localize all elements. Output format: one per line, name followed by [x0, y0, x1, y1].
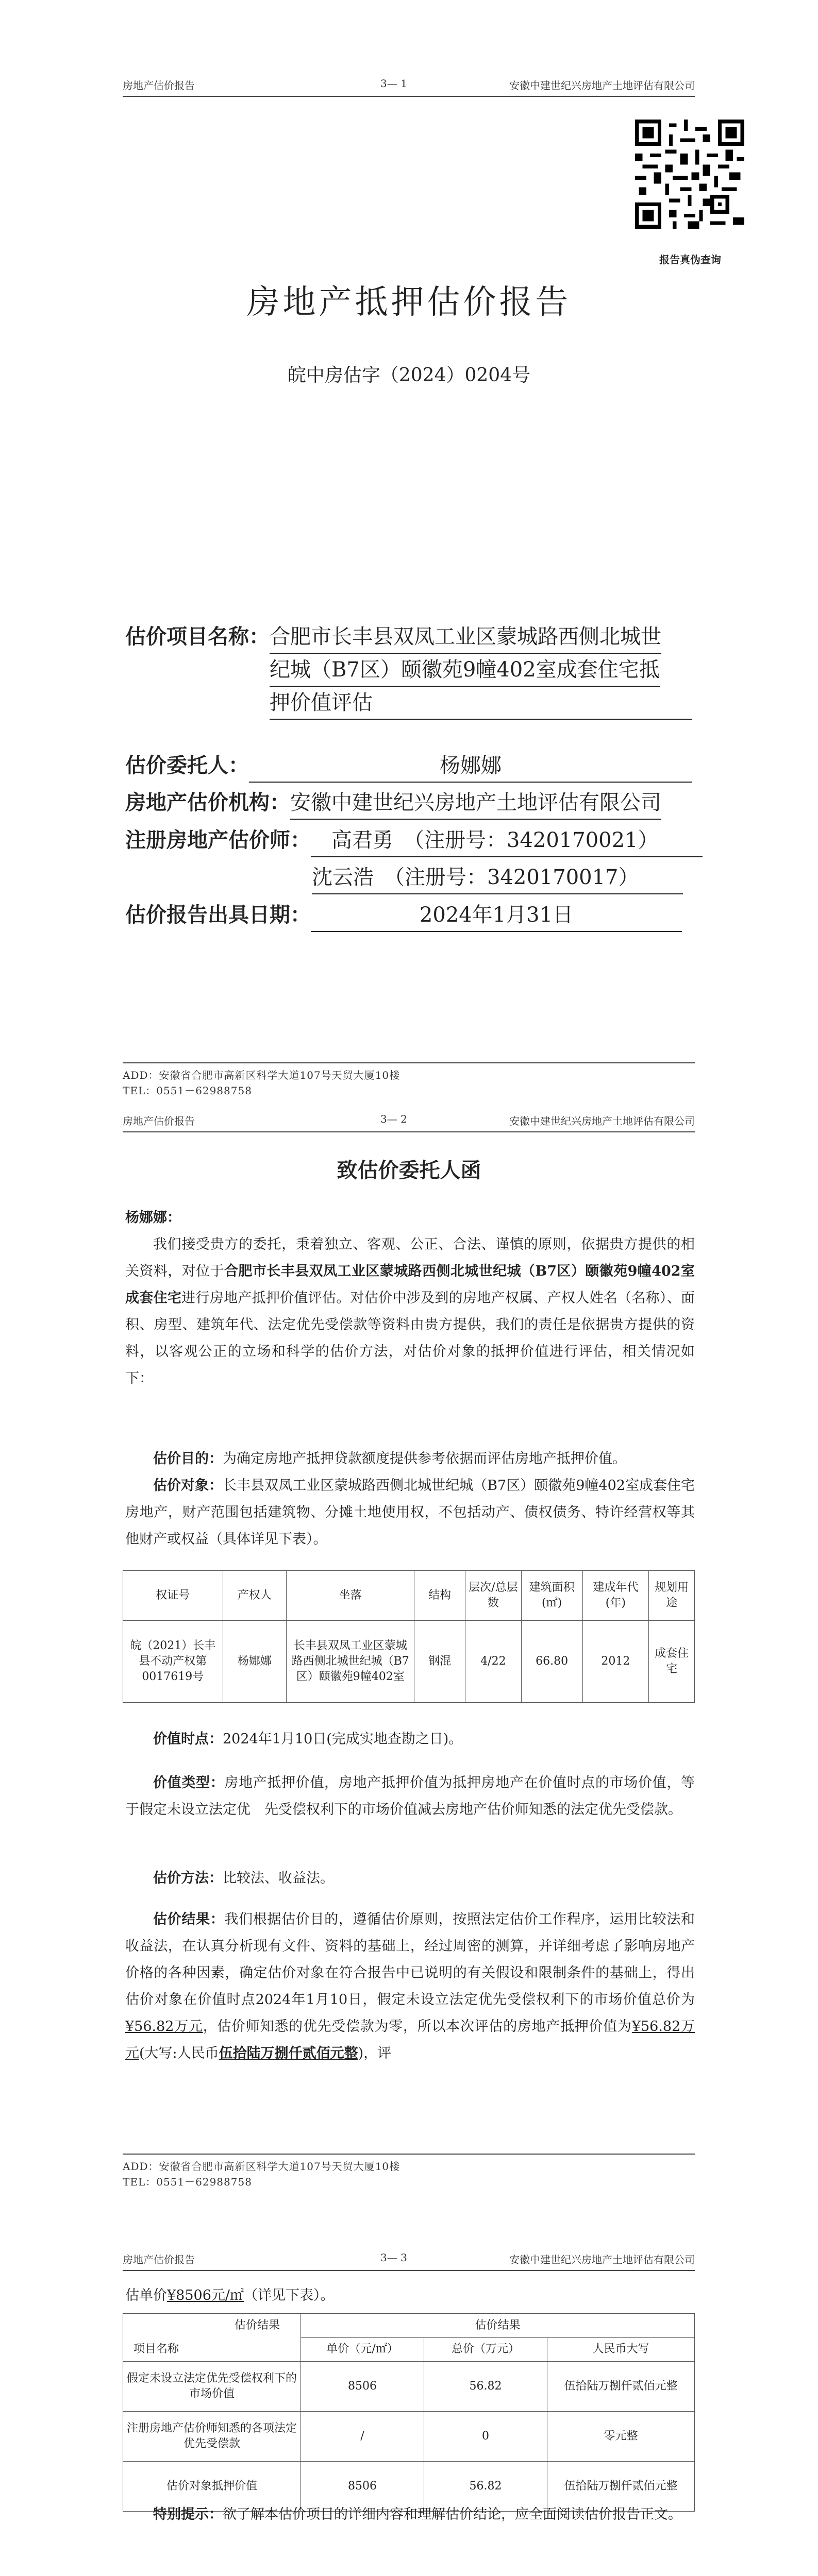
- th-unit-price: 单价（元/㎡）: [301, 2337, 424, 2362]
- row3-item: 估价对象抵押价值: [123, 2462, 301, 2512]
- object-label: 估价对象：: [153, 1478, 223, 1494]
- client-row: [125, 750, 692, 783]
- p1-c: 进行房地产抵押价值评估。对估价中涉及到的房地产权属、产权人姓名（名称）、面积、房型、建筑年代、法定优先受偿款等资料由贵方提供，我们的责任是依据贵方提供的资料，以客观公正的立场和科学的估价方法，对估价对象的抵押价值进行评估，相关情况如下：: [125, 1290, 695, 1386]
- appraiser-2: 沈云浩 （注册号：3420170017）: [312, 861, 683, 894]
- tip-text: 欲了解本估价项目的详细内容和理解估价结论，应全面阅读估价报告正文。: [223, 2506, 682, 2522]
- p1-address: 合肥市长丰县双凤工业区蒙城路西侧北城世纪城（B7区）颐徽苑9幢402室成套住宅: [125, 1263, 695, 1306]
- tip-paragraph: [125, 2501, 695, 2528]
- appraiser-label: 注册房地产估价师：: [125, 828, 311, 852]
- table-row: [123, 1621, 695, 1703]
- mortgage-value: ¥56.82万元: [125, 2019, 695, 2061]
- report-date: 2024年1月31日: [311, 899, 682, 932]
- footer-address: ADD：安徽省合肥市高新区科学大道107号天贸大厦10楼: [123, 1069, 400, 1081]
- th-results: 估价结果: [301, 2314, 695, 2338]
- result-c: (大写:人民币: [139, 2045, 219, 2061]
- row1-unit: 8506: [301, 2362, 424, 2412]
- purpose-paragraph: [125, 1446, 695, 1472]
- result-a: 我们根据估价目的，遵循估价原则，按照法定估价工作程序，运用比较法和收益法，在认真分析现有文件、资料的基础上，经过周密的测算，并详细考虑了影响房地产价格的各种因素，确定估价对象在符合报告中已说明的有关假设和限制条件的基础上，得出估价对象在价值时点2024年1月10日，假定未设立法定优先受偿权利下的市场价值总价为: [125, 1911, 695, 2008]
- table-header-row: [123, 2314, 695, 2338]
- p1-a: 我们接受贵方的委托，秉着独立、客观、公正、合法、谨慎的原则，依据贵方提供的相关资料，对位于: [125, 1236, 695, 1279]
- unit-price-value: ¥8506元/㎡: [167, 2287, 244, 2303]
- footer-tel: TEL：0551－62988758: [123, 1084, 252, 1097]
- qr-code[interactable]: [635, 120, 744, 229]
- appraiser-1: 高君勇 （注册号：3420170021）: [311, 824, 703, 857]
- salutation: 杨娜娜：: [125, 1210, 181, 1226]
- th-upper: 人民币大写: [547, 2337, 695, 2362]
- object-text: 长丰县双凤工业区蒙城路西侧北城世纪城（B7区）颐徽苑9幢402室成套住宅房地产，财产范围包括建筑物、分摊土地使用权，不包括动产、债权债务、特许经营权等其他财产或权益（具体详见下表）。: [125, 1478, 695, 1547]
- result-b: ，估价师知悉的优先受偿款为零，所以本次评估的房地产抵押价值为: [203, 2019, 632, 2035]
- result-paragraph: [125, 1906, 695, 2067]
- row2-item: 注册房地产估价师知悉的各项法定优先受偿款: [123, 2412, 301, 2462]
- time-label: 价值时点：: [153, 1731, 223, 1747]
- page-header: [123, 77, 695, 97]
- page-header: [123, 1113, 695, 1132]
- project-line-3: 押价值评估: [270, 687, 692, 720]
- th-content: 估价结果: [123, 2314, 301, 2338]
- header-page-number: 3— 1: [380, 77, 407, 90]
- report-title: 房地产抵押估价报告: [246, 283, 572, 321]
- unit-price-line: [125, 2282, 695, 2309]
- page-footer: [123, 2154, 695, 2190]
- cell-year: 2012: [582, 1621, 649, 1703]
- letter-salutation: [125, 1205, 695, 1231]
- unit-price-a: 估单价: [125, 2287, 167, 2303]
- client-name: 杨娜娜: [249, 750, 692, 783]
- result-d: )，评: [358, 2045, 392, 2061]
- header-left: 房地产估价报告: [123, 79, 195, 92]
- result-label: 估价结果：: [153, 1911, 225, 1927]
- page-footer: [123, 1062, 695, 1098]
- client-label: 估价委托人：: [125, 753, 249, 777]
- table-header-row: [123, 1571, 695, 1621]
- row2-unit: /: [301, 2412, 424, 2462]
- purpose-label: 估价目的：: [153, 1451, 223, 1467]
- project-label: 估价项目名称：: [125, 624, 270, 649]
- cell-owner: 杨娜娜: [223, 1621, 287, 1703]
- agency-label: 房地产估价机构：: [125, 790, 290, 815]
- agency-row: [125, 787, 661, 820]
- project-line-2: 纪城（B7区）颐徽苑9幢402室成套住宅抵: [270, 654, 660, 687]
- purpose-text: 为确定房地产抵押贷款额度提供参考依据而评估房地产抵押价值。: [223, 1451, 626, 1467]
- row3-total: 56.82: [424, 2462, 547, 2512]
- property-table: [123, 1570, 695, 1703]
- method-paragraph: [125, 1865, 695, 1892]
- project-block: [125, 621, 692, 720]
- table-row: [123, 2412, 695, 2462]
- type-label: 价值类型：: [153, 1775, 225, 1791]
- cell-structure: 钢混: [414, 1621, 465, 1703]
- table-row: [123, 2362, 695, 2412]
- type-text: 房地产抵押价值，房地产抵押价值为抵押房地产在价值时点的市场价值，等于假定未设立法定优 先受偿权利下的市场价值减去房地产估价师知悉的法定优先受偿款。: [125, 1775, 695, 1818]
- th-item: 项目名称: [123, 2337, 301, 2362]
- footer-address: ADD：安徽省合肥市高新区科学大道107号天贸大厦10楼: [123, 2160, 400, 2173]
- object-paragraph: [125, 1472, 695, 1553]
- time-text: 2024年1月10日(完成实地查勘之日)。: [223, 1731, 463, 1747]
- page-letter: [0, 1103, 818, 2241]
- qr-caption: 报告真伪查询: [659, 253, 721, 266]
- date-label: 估价报告出具日期：: [125, 903, 311, 927]
- header-page-number: 3— 3: [380, 2251, 407, 2264]
- th-structure: 结构: [414, 1571, 465, 1621]
- report-number: 皖中房估字（2024）0204号: [287, 365, 531, 386]
- appraiser-row-1: [125, 824, 703, 857]
- valuation-table: [123, 2313, 695, 2512]
- row1-upper: 伍拾陆万捌仟贰佰元整: [547, 2362, 695, 2412]
- type-paragraph: [125, 1770, 695, 1823]
- footer-tel: TEL：0551－62988758: [123, 2176, 252, 2188]
- th-floor: 层次/总层数: [465, 1571, 521, 1621]
- method-label: 估价方法：: [153, 1870, 223, 1886]
- row3-unit: 8506: [301, 2462, 424, 2512]
- cell-use: 成套住宅: [649, 1621, 695, 1703]
- method-text: 比较法、收益法。: [223, 1870, 334, 1886]
- th-year: 建成年代(年): [582, 1571, 649, 1621]
- header-right: 安徽中建世纪兴房地产土地评估有限公司: [509, 79, 695, 92]
- market-value: ¥56.82万元: [125, 2019, 203, 2035]
- time-paragraph: [125, 1726, 695, 1753]
- th-area: 建筑面积(㎡): [521, 1571, 582, 1621]
- row2-upper: 零元整: [547, 2412, 695, 2462]
- th-owner: 产权人: [223, 1571, 287, 1621]
- header-left: 房地产估价报告: [123, 2253, 195, 2266]
- unit-price-b: （详见下表）。: [244, 2287, 335, 2303]
- cell-floor: 4/22: [465, 1621, 521, 1703]
- header-left: 房地产估价报告: [123, 1115, 195, 1127]
- table-subheader-row: [123, 2337, 695, 2362]
- th-total-price: 总价（万元）: [424, 2337, 547, 2362]
- mortgage-value-upper: 伍拾陆万捌仟贰佰元整: [219, 2045, 358, 2061]
- th-location: 坐落: [287, 1571, 414, 1621]
- tip-label: 特别提示：: [153, 2506, 223, 2522]
- letter-title: 致估价委托人函: [337, 1158, 481, 1182]
- date-row: [125, 899, 682, 932]
- project-line-1: 合肥市长丰县双凤工业区蒙城路西侧北城世: [270, 621, 661, 654]
- header-right: 安徽中建世纪兴房地产土地评估有限公司: [509, 2253, 695, 2266]
- header-page-number: 3— 2: [380, 1113, 407, 1125]
- page-cover: [0, 0, 818, 1103]
- th-cert: 权证号: [123, 1571, 223, 1621]
- appraiser-row-2: [125, 861, 683, 894]
- row3-upper: 伍拾陆万捌仟贰佰元整: [547, 2462, 695, 2512]
- row2-total: 0: [424, 2412, 547, 2462]
- th-use: 规划用途: [649, 1571, 695, 1621]
- page-header: [123, 2251, 695, 2271]
- page-results: [0, 2241, 818, 2576]
- cell-area: 66.80: [521, 1621, 582, 1703]
- cell-location: 长丰县双凤工业区蒙城路西侧北城世纪城（B7区）颐徽苑9幢402室: [287, 1621, 414, 1703]
- row1-item: 假定未设立法定优先受偿权利下的市场价值: [123, 2362, 301, 2412]
- header-right: 安徽中建世纪兴房地产土地评估有限公司: [509, 1115, 695, 1127]
- cell-cert: 皖（2021）长丰县不动产权第0017619号: [123, 1621, 223, 1703]
- agency-name: 安徽中建世纪兴房地产土地评估有限公司: [290, 787, 661, 820]
- letter-paragraph-1: [125, 1231, 695, 1392]
- row1-total: 56.82: [424, 2362, 547, 2412]
